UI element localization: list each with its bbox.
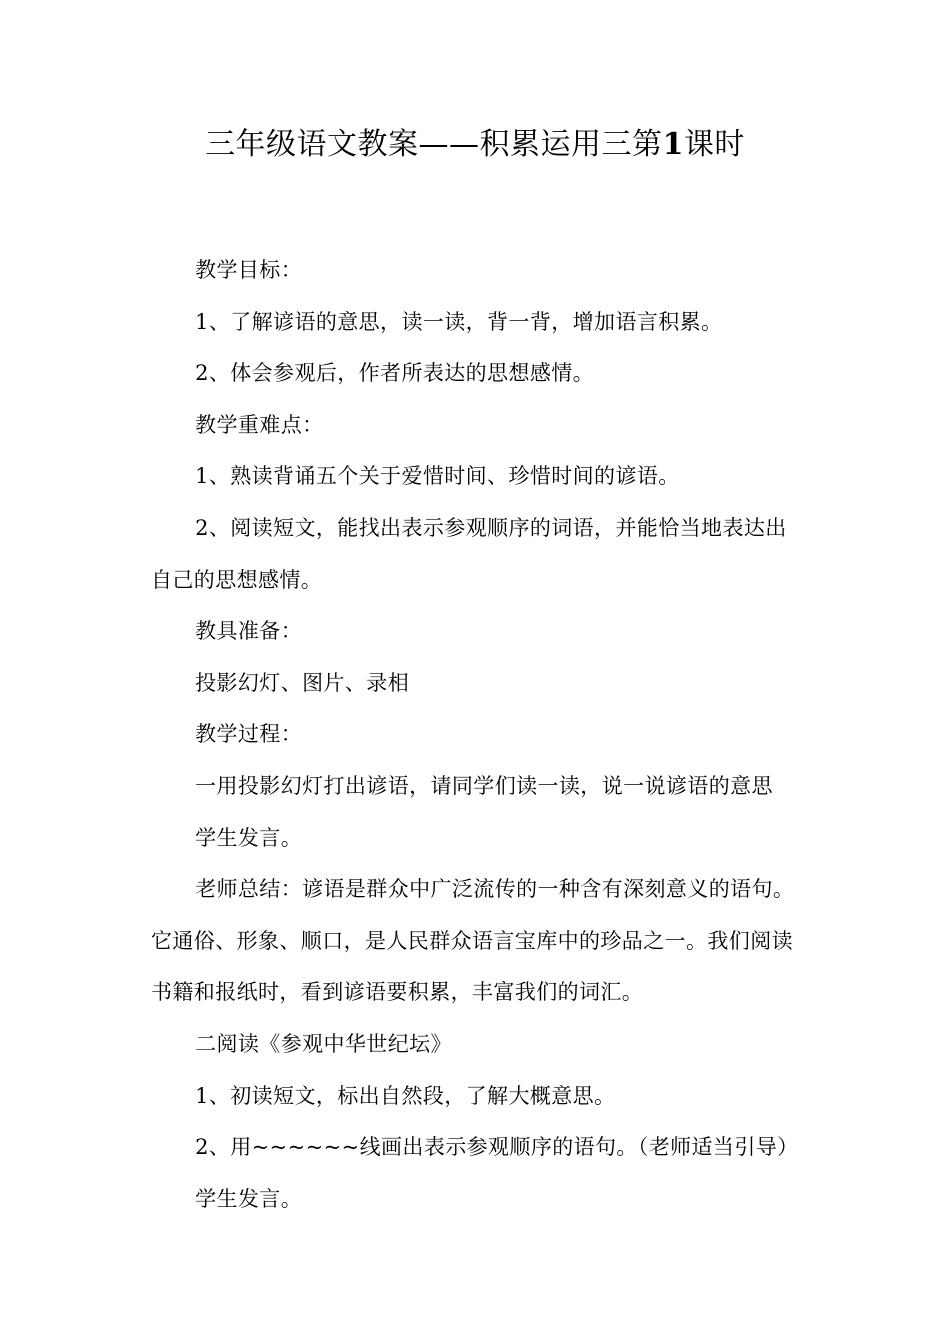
paragraph: 学生发言。 (195, 825, 303, 850)
paragraph: 投影幻灯、图片、录相 (195, 670, 410, 695)
section-heading-process: 教学过程： (195, 722, 303, 747)
paragraph: 1、初读短文，标出自然段，了解大概意思。 (195, 1083, 616, 1108)
document-body (151, 245, 801, 1225)
section-heading-objectives: 教学目标： (195, 258, 303, 282)
paragraph: 老师总结：谚语是群众中广泛流传的一种含有深刻意义的语句。它通俗、形象、顺口，是人民群众语言宝库中的珍品之一。我们阅读书籍和报纸时，看到谚语要积累，丰富我们的词汇。 (151, 877, 795, 1005)
paragraph: 1、熟读背诵五个关于爱惜时间、珍惜时间的谚语。 (195, 464, 680, 489)
paragraph: 1、了解谚语的意思，读一读，背一背，增加语言积累。 (195, 309, 723, 334)
paragraph: 2、阅读短文，能找出表示参观顺序的词语，并能恰当地表达出自己的思想感情。 (151, 515, 787, 592)
title-tail: 课时 (683, 127, 745, 162)
paragraph: 一用投影幻灯打出谚语，请同学们读一读，说一说谚语的意思 (195, 773, 773, 798)
paragraph: 2、体会参观后，作者所表达的思想感情。 (195, 361, 595, 386)
page-title (0, 124, 950, 166)
paragraph: 学生发言。 (195, 1186, 303, 1211)
title-number: 1 (662, 127, 684, 162)
section-heading-materials: 教具准备： (195, 619, 303, 644)
paragraph: 2、用~~~~~~线画出表示参观顺序的语句。（老师适当引导） (195, 1135, 799, 1160)
section-heading-key-points: 教学重难点： (195, 412, 324, 437)
title-main: 三年级语文教案——积累运用三第 (205, 127, 663, 162)
paragraph: 二阅读《参观中华世纪坛》 (195, 1031, 452, 1056)
